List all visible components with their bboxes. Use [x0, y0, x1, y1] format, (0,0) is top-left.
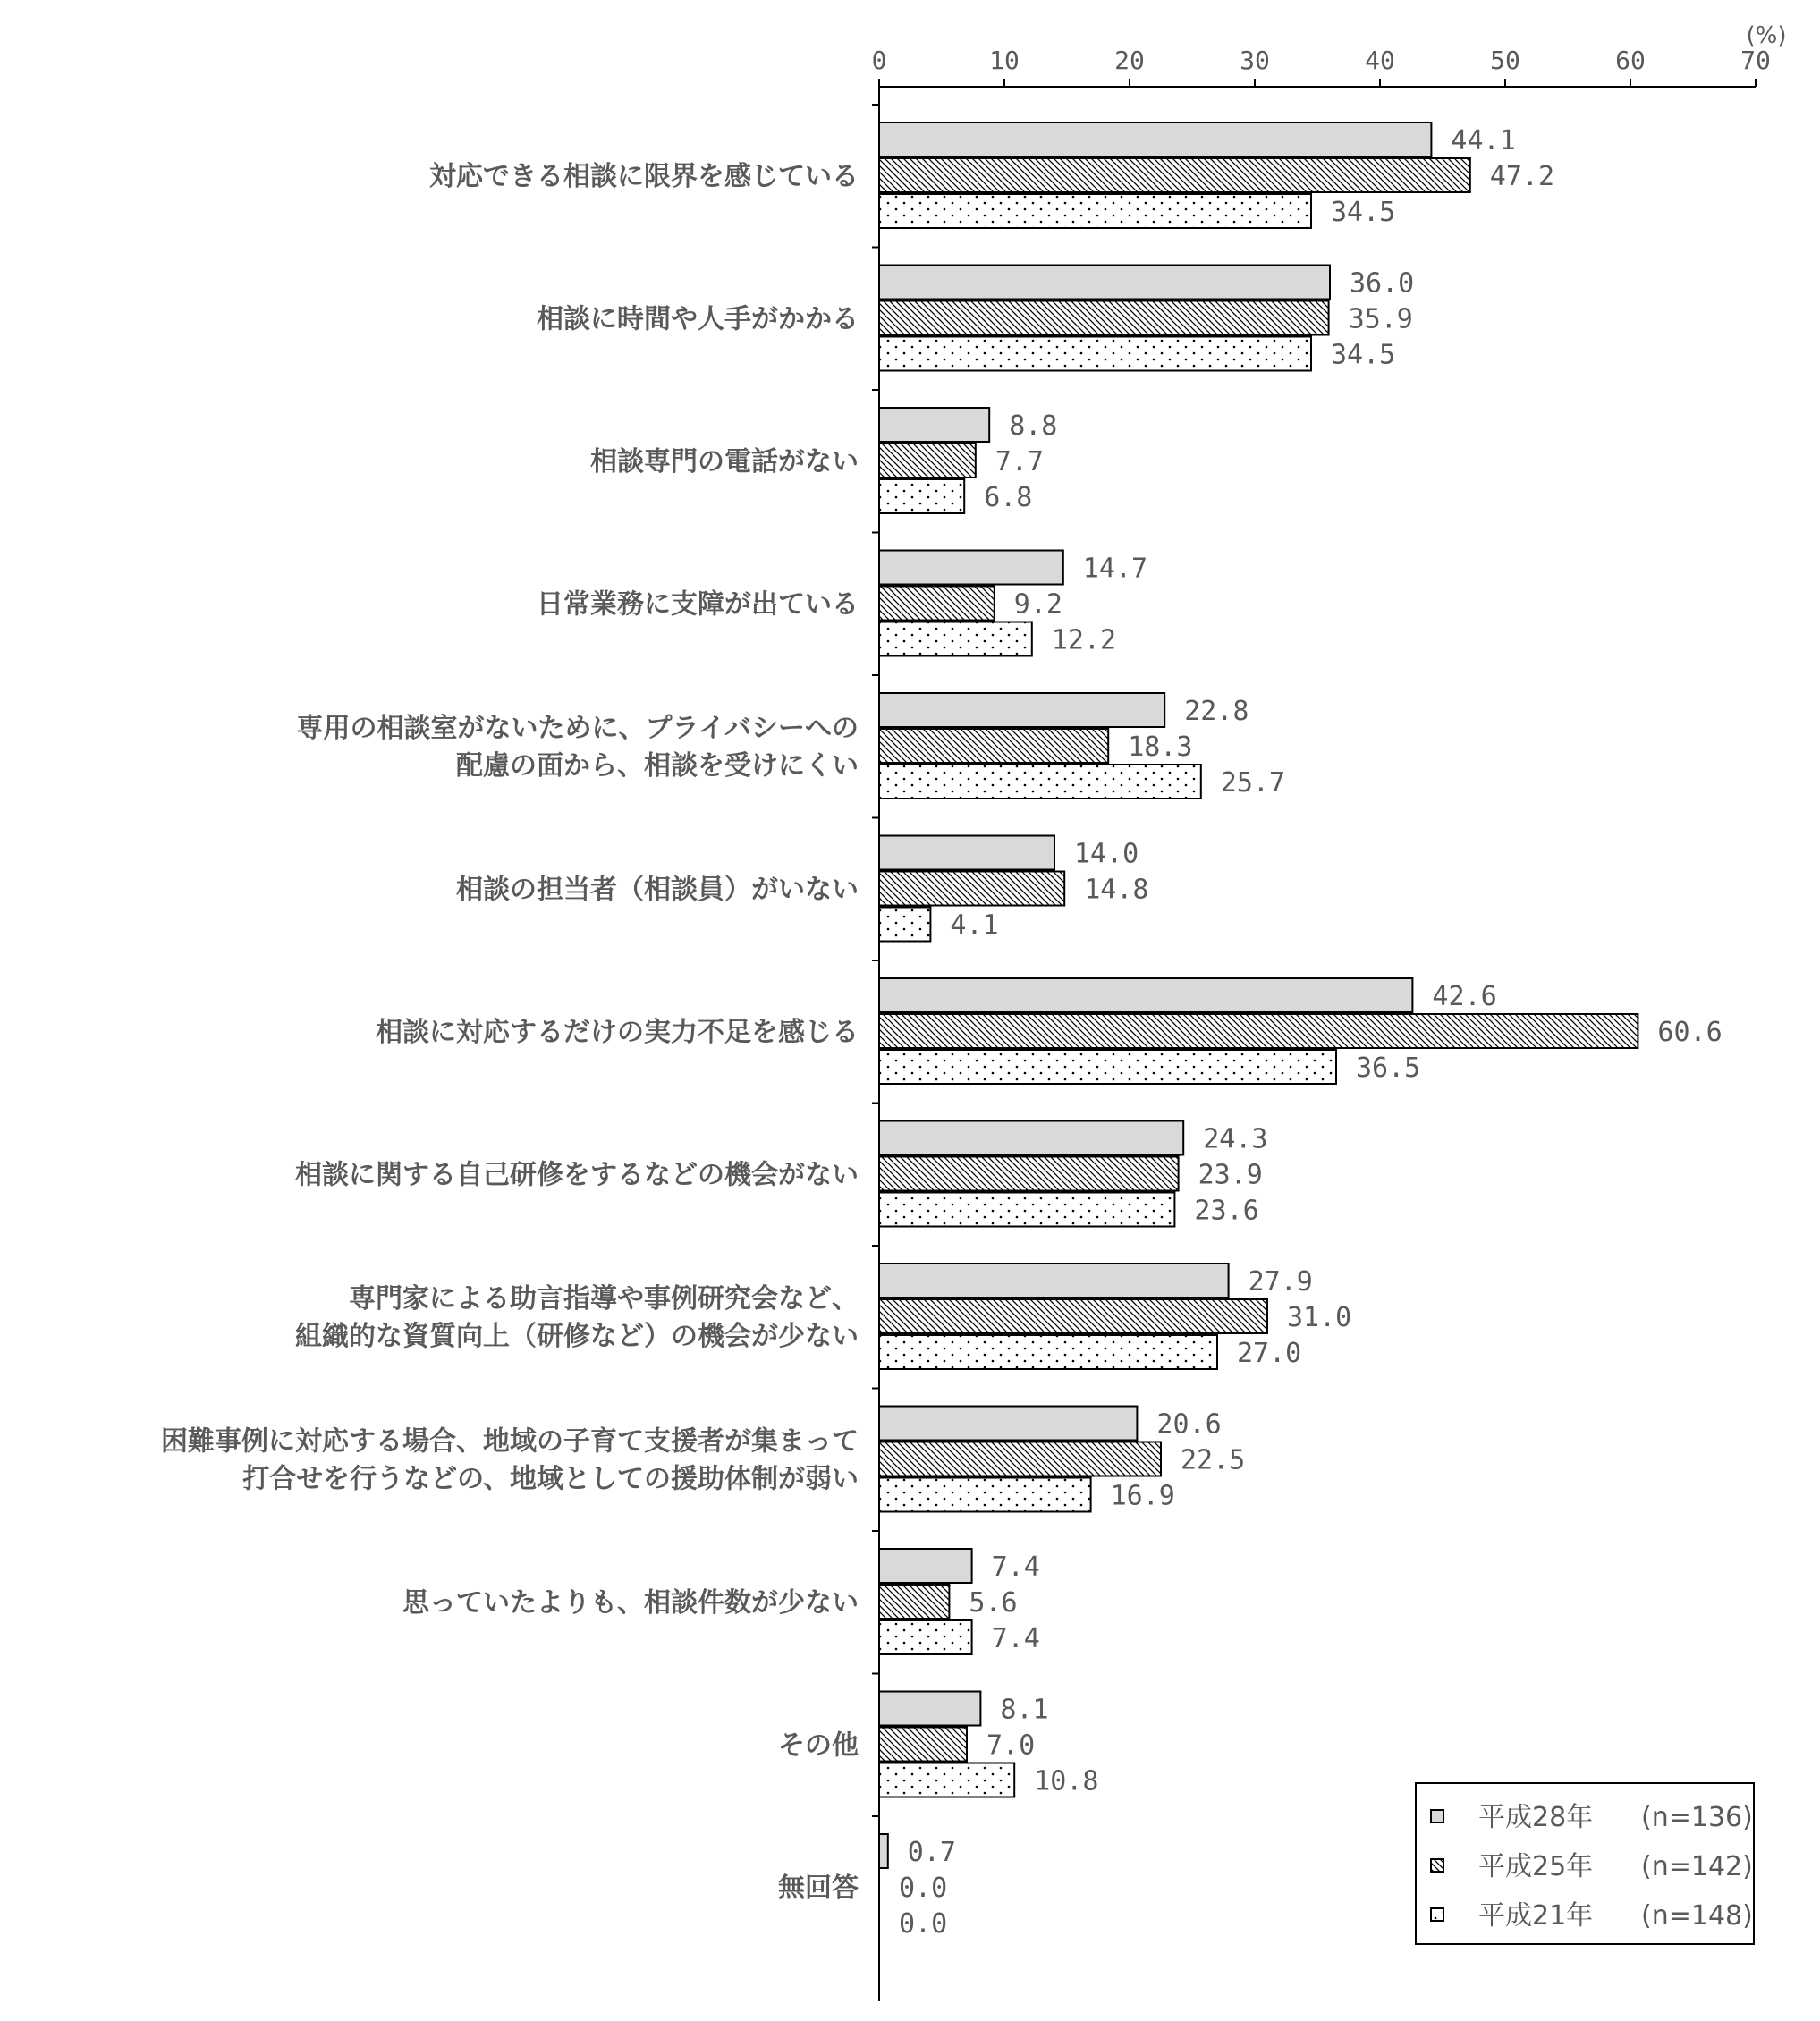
data-label: 27.9	[1248, 1266, 1313, 1298]
bar	[879, 301, 1329, 335]
category-label: 相談に時間や人手がかかる	[537, 303, 859, 335]
data-label: 10.8	[1034, 1765, 1099, 1797]
data-label: 60.6	[1657, 1017, 1723, 1048]
x-tick-label: 20	[1114, 46, 1145, 75]
legend-series-n: (n=136)	[1641, 1802, 1753, 1833]
data-label: 20.6	[1156, 1408, 1222, 1441]
data-label: 0.0	[899, 1908, 948, 1940]
legend-series-name: 平成21年	[1478, 1900, 1594, 1932]
x-tick-label: 60	[1615, 46, 1646, 75]
category-label: 相談に関する自己研修をするなどの機会がない	[295, 1159, 859, 1191]
data-label: 12.2	[1051, 624, 1117, 656]
data-label: 7.4	[991, 1552, 1040, 1583]
bar	[879, 266, 1330, 300]
legend	[1416, 1783, 1754, 1944]
data-label: 25.7	[1220, 767, 1286, 799]
bar	[879, 337, 1311, 371]
data-label: 18.3	[1128, 731, 1193, 763]
data-label: 22.5	[1181, 1444, 1246, 1476]
bar	[879, 444, 976, 478]
data-label: 44.1	[1451, 125, 1516, 156]
bar	[879, 836, 1054, 870]
category-label: 無回答	[778, 1873, 859, 1904]
bar	[879, 551, 1063, 585]
data-label: 6.8	[984, 482, 1033, 513]
data-label: 9.2	[1013, 588, 1062, 621]
legend-swatch	[1431, 1908, 1443, 1921]
bar	[879, 1478, 1091, 1512]
category-label-line: 専門家による助言指導や事例研究会など、	[349, 1283, 859, 1315]
data-label: 14.7	[1082, 553, 1148, 585]
data-label: 35.9	[1348, 303, 1413, 335]
bar	[879, 1050, 1336, 1084]
category-label: 対応できる相談に限界を感じている	[429, 161, 859, 192]
category-label: 思っていたよりも、相談件数が少ない	[402, 1587, 859, 1619]
bar	[879, 1264, 1229, 1298]
data-label: 23.9	[1198, 1159, 1263, 1191]
category-label-line: 専用の相談室がないために、プライバシーへの	[296, 713, 859, 744]
bar	[879, 622, 1032, 656]
bar	[879, 194, 1311, 228]
data-label: 23.6	[1194, 1195, 1259, 1227]
data-label: 4.1	[950, 909, 999, 942]
bar	[879, 479, 964, 513]
legend-swatch	[1431, 1859, 1443, 1872]
data-label: 7.4	[991, 1623, 1040, 1654]
category-label: その他	[778, 1729, 859, 1762]
bar	[879, 872, 1064, 906]
bar	[879, 1121, 1183, 1155]
bar	[879, 1442, 1161, 1476]
x-tick-label: 70	[1740, 46, 1771, 75]
category-label-line: 配慮の面から、相談を受けにくい	[456, 750, 859, 782]
data-label: 8.8	[1009, 410, 1058, 442]
bar	[879, 1299, 1267, 1333]
bar	[879, 1763, 1014, 1797]
bar	[879, 1157, 1179, 1191]
x-tick-label: 0	[871, 46, 887, 75]
bar	[879, 1620, 972, 1654]
bar	[879, 1585, 949, 1619]
category-label-line: 打合せを行うなどの、地域としての援助体制が弱い	[242, 1463, 859, 1495]
category-label: 日常業務に支障が出ている	[537, 588, 859, 621]
bar	[879, 1335, 1217, 1369]
bar	[879, 765, 1201, 799]
bar	[879, 1834, 888, 1868]
bar	[879, 1549, 972, 1583]
bar	[879, 978, 1412, 1012]
bar	[879, 1193, 1174, 1227]
bar	[879, 123, 1431, 156]
legend-series-n: (n=142)	[1641, 1851, 1753, 1882]
data-label: 24.3	[1203, 1123, 1268, 1155]
bar	[879, 408, 989, 442]
data-label: 14.8	[1084, 874, 1149, 906]
data-label: 36.5	[1356, 1053, 1421, 1084]
bar	[879, 1014, 1638, 1048]
data-label: 14.0	[1074, 838, 1139, 870]
bar	[879, 908, 930, 942]
category-label	[161, 1426, 859, 1495]
unit-label: (%)	[1746, 22, 1787, 49]
data-label: 7.0	[986, 1729, 1036, 1762]
data-label: 34.5	[1331, 339, 1396, 371]
bar	[879, 1407, 1137, 1441]
data-label: 27.0	[1237, 1338, 1302, 1369]
x-tick-label: 50	[1490, 46, 1520, 75]
bar	[879, 1692, 980, 1726]
x-tick-label: 10	[989, 46, 1020, 75]
data-label: 47.2	[1489, 161, 1555, 192]
data-label: 31.0	[1287, 1302, 1352, 1333]
data-label: 22.8	[1184, 696, 1249, 727]
bar	[879, 158, 1470, 192]
data-label: 34.5	[1331, 197, 1396, 228]
category-label-line: 困難事例に対応する場合、地域の子育て支援者が集まって	[161, 1425, 859, 1458]
x-tick-label: 30	[1240, 46, 1270, 75]
data-label: 0.7	[907, 1837, 956, 1868]
data-label: 42.6	[1432, 981, 1497, 1012]
legend-series-n: (n=148)	[1641, 1900, 1753, 1932]
category-label-line: 組織的な資質向上（研修など）の機会が少ない	[295, 1321, 859, 1352]
data-label: 36.0	[1350, 267, 1415, 300]
category-label: 相談専門の電話がない	[590, 446, 859, 478]
legend-series-name: 平成28年	[1478, 1802, 1594, 1833]
category-label	[297, 713, 859, 782]
category-label: 相談に対応するだけの実力不足を感じる	[376, 1017, 859, 1048]
data-label: 16.9	[1110, 1480, 1175, 1512]
data-label: 7.7	[995, 446, 1044, 478]
bar	[879, 587, 995, 621]
legend-swatch	[1431, 1810, 1443, 1822]
category-label	[295, 1283, 859, 1352]
data-label: 8.1	[1000, 1694, 1049, 1726]
x-tick-label: 40	[1365, 46, 1395, 75]
bar	[879, 729, 1108, 763]
data-label: 5.6	[969, 1587, 1018, 1619]
data-label: 0.0	[899, 1873, 948, 1904]
bar	[879, 1728, 967, 1762]
legend-series-name: 平成25年	[1478, 1851, 1594, 1882]
bar	[879, 693, 1164, 727]
category-label: 相談の担当者（相談員）がいない	[456, 874, 859, 906]
